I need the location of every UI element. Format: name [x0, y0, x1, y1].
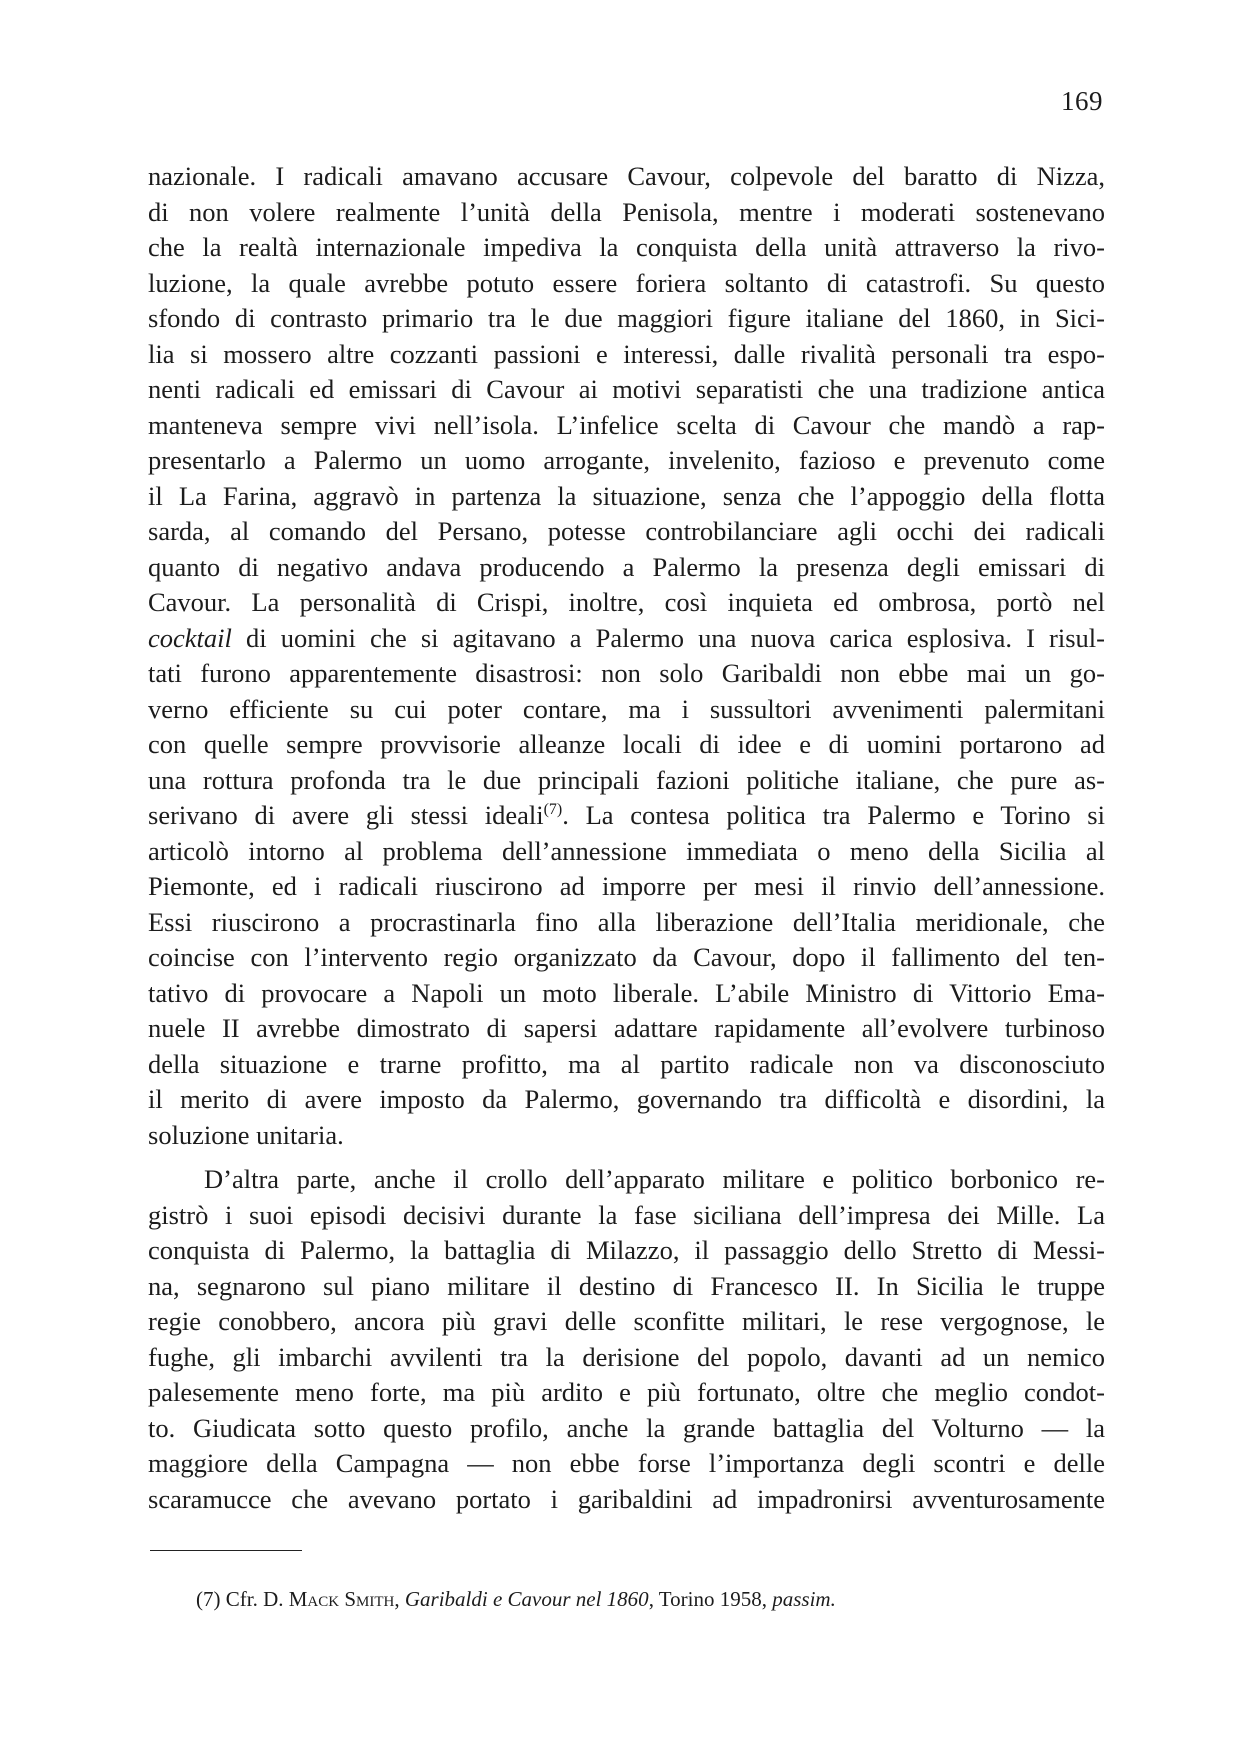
text-line: conquista di Palermo, la battaglia di Milazzo, il passaggio dello Stretto di Messi-: [148, 1235, 1105, 1265]
text-line: gistrò i suoi episodi decisivi durante la fase siciliana dell’impresa dei Mille. La: [148, 1199, 1105, 1230]
text-line: presentarlo a Palermo un uomo arrogante, invelenito, fazioso e prevenuto come: [148, 445, 1105, 475]
text-line: Cavour. La personalità di Crispi, inoltre, così inquieta ed ombrosa, portò nel: [148, 587, 1105, 617]
footnote-passim: passim.: [772, 1587, 836, 1611]
text-line: luzione, la quale avrebbe potuto essere foriera soltanto di catastrofi. Su questo: [148, 267, 1105, 298]
paragraph-1-part-a: [148, 159, 1105, 621]
text-line: sfondo di contrasto primario tra le due maggiori figure italiane del 1860, in Sici-: [148, 303, 1105, 333]
text-line: verno efficiente su cui poter contare, ma i sussultori avvenimenti palermitani: [148, 693, 1105, 724]
text-line: D’altra parte, anche il crollo dell’apparato militare e politico borbonico re-: [204, 1164, 1105, 1194]
paragraph-1-part-b: [148, 656, 1105, 798]
text-line: scaramucce che avevano portato i garibaldini ad impadronirsi avventurosamente: [148, 1483, 1105, 1514]
footnote-reference[interactable]: (7): [543, 801, 563, 819]
page-number: 169: [1061, 86, 1103, 116]
footnote-prefix: Cfr. D.: [225, 1587, 284, 1611]
cocktail-word: cocktail: [148, 622, 232, 653]
text-line: nazionale. I radicali amavano accusare Cavour, colpevole del baratto di Nizza,: [148, 161, 1105, 191]
footnote-divider: [150, 1550, 302, 1551]
text-line: maggiore della Campagna — non ebbe forse l’importanza degli scontri e delle: [148, 1448, 1105, 1478]
text-line: Piemonte, ed i radicali riuscirono ad imporre per mesi il rinvio dell’annessione.: [148, 871, 1105, 901]
text-line-footnote-ref: [148, 798, 1105, 834]
body-text: [148, 159, 1105, 1517]
text-line: manteneva sempre vivi nell’isola. L’infelice scelta di Cavour che mandò a rap-: [148, 409, 1105, 440]
footnote-place-year: , Torino 1958,: [648, 1587, 767, 1611]
text-line: il La Farina, aggravò in partenza la situazione, senza che l’appoggio della flotta: [148, 480, 1105, 511]
paragraph-gap: [148, 1153, 1105, 1162]
text-line: palesemente meno forte, ma più ardito e più fortunato, oltre che meglio condot-: [148, 1377, 1105, 1407]
ref-line-before: serivano di avere gli stessi ideali: [148, 800, 544, 830]
text-line: tati furono apparentemente disastrosi: non solo Garibaldi non ebbe mai un go-: [148, 658, 1105, 688]
footnote-comma: ,: [394, 1587, 400, 1611]
paragraph-1-last-line: soluzione unitaria.: [148, 1119, 344, 1150]
footnote-title: Garibaldi e Cavour nel 1860: [404, 1587, 649, 1611]
text-line: una rottura profonda tra le due principali fazioni politiche italiane, che pure as-: [148, 764, 1105, 795]
cocktail-line-rest: di uomini che si agitavano a Palermo una nuova carica esplosiva. I risul-: [231, 622, 1105, 653]
text-line: articolò intorno al problema dell’annessione immediata o meno della Sicilia al: [148, 835, 1105, 866]
text-line: nuele II avrebbe dimostrato di sapersi adattare rapidamente all’evolvere turbinoso: [148, 1013, 1105, 1043]
text-line: na, segnarono sul piano militare il destino di Francesco II. In Sicilia le truppe: [148, 1270, 1105, 1301]
text-line: che la realtà internazionale impediva la conquista della unità attraverso la rivo-: [148, 232, 1105, 262]
text-line: della situazione e trarne profitto, ma al partito radicale non va disconosciuto: [148, 1048, 1105, 1079]
text-line: Essi riuscirono a procrastinarla fino alla liberazione dell’Italia meridionale, che: [148, 906, 1105, 937]
text-line: regie conobbero, ancora più gravi delle sconfitte militari, le rese vergognose, le: [148, 1306, 1105, 1336]
text-line: di non volere realmente l’unità della Penisola, mentre i moderati sostenevano: [148, 196, 1105, 227]
text-line: coincise con l’intervento regio organizzato da Cavour, dopo il fallimento del ten-: [148, 942, 1105, 972]
ref-line-after: . La contesa politica tra Palermo e Torino si: [562, 800, 1105, 830]
text-line: fughe, gli imbarchi avvilenti tra la derisione del popolo, davanti ad un nemico: [148, 1341, 1105, 1372]
paragraph-2: [148, 1162, 1105, 1517]
text-line: nenti radicali ed emissari di Cavour ai motivi separatisti che una tradizione antica: [148, 374, 1105, 404]
text-line: tativo di provocare a Napoli un moto liberale. L’abile Ministro di Vittorio Ema-: [148, 977, 1105, 1008]
text-line: il merito di avere imposto da Palermo, governando tra difficoltà e disordini, la: [148, 1084, 1105, 1114]
footnote-7: [196, 1587, 836, 1612]
text-line: quanto di negativo andava producendo a Palermo la presenza degli emissari di: [148, 551, 1105, 582]
text-line: lia si mossero altre cozzanti passioni e interessi, dalle rivalità personali tra espo-: [148, 338, 1105, 369]
text-line: con quelle sempre provvisorie alleanze locali di idee e di uomini portarono ad: [148, 729, 1105, 759]
paragraph-1-part-c: [148, 834, 1105, 1118]
footnote-number: (7): [196, 1587, 221, 1611]
text-line: sarda, al comando del Persano, potesse controbilanciare agli occhi dei radicali: [148, 516, 1105, 546]
text-line: to. Giudicata sotto questo profilo, anche la grande battaglia del Volturno — la: [148, 1412, 1105, 1443]
text-line-cocktail: [148, 621, 1105, 657]
footnote-author: Mack Smith: [288, 1587, 395, 1611]
